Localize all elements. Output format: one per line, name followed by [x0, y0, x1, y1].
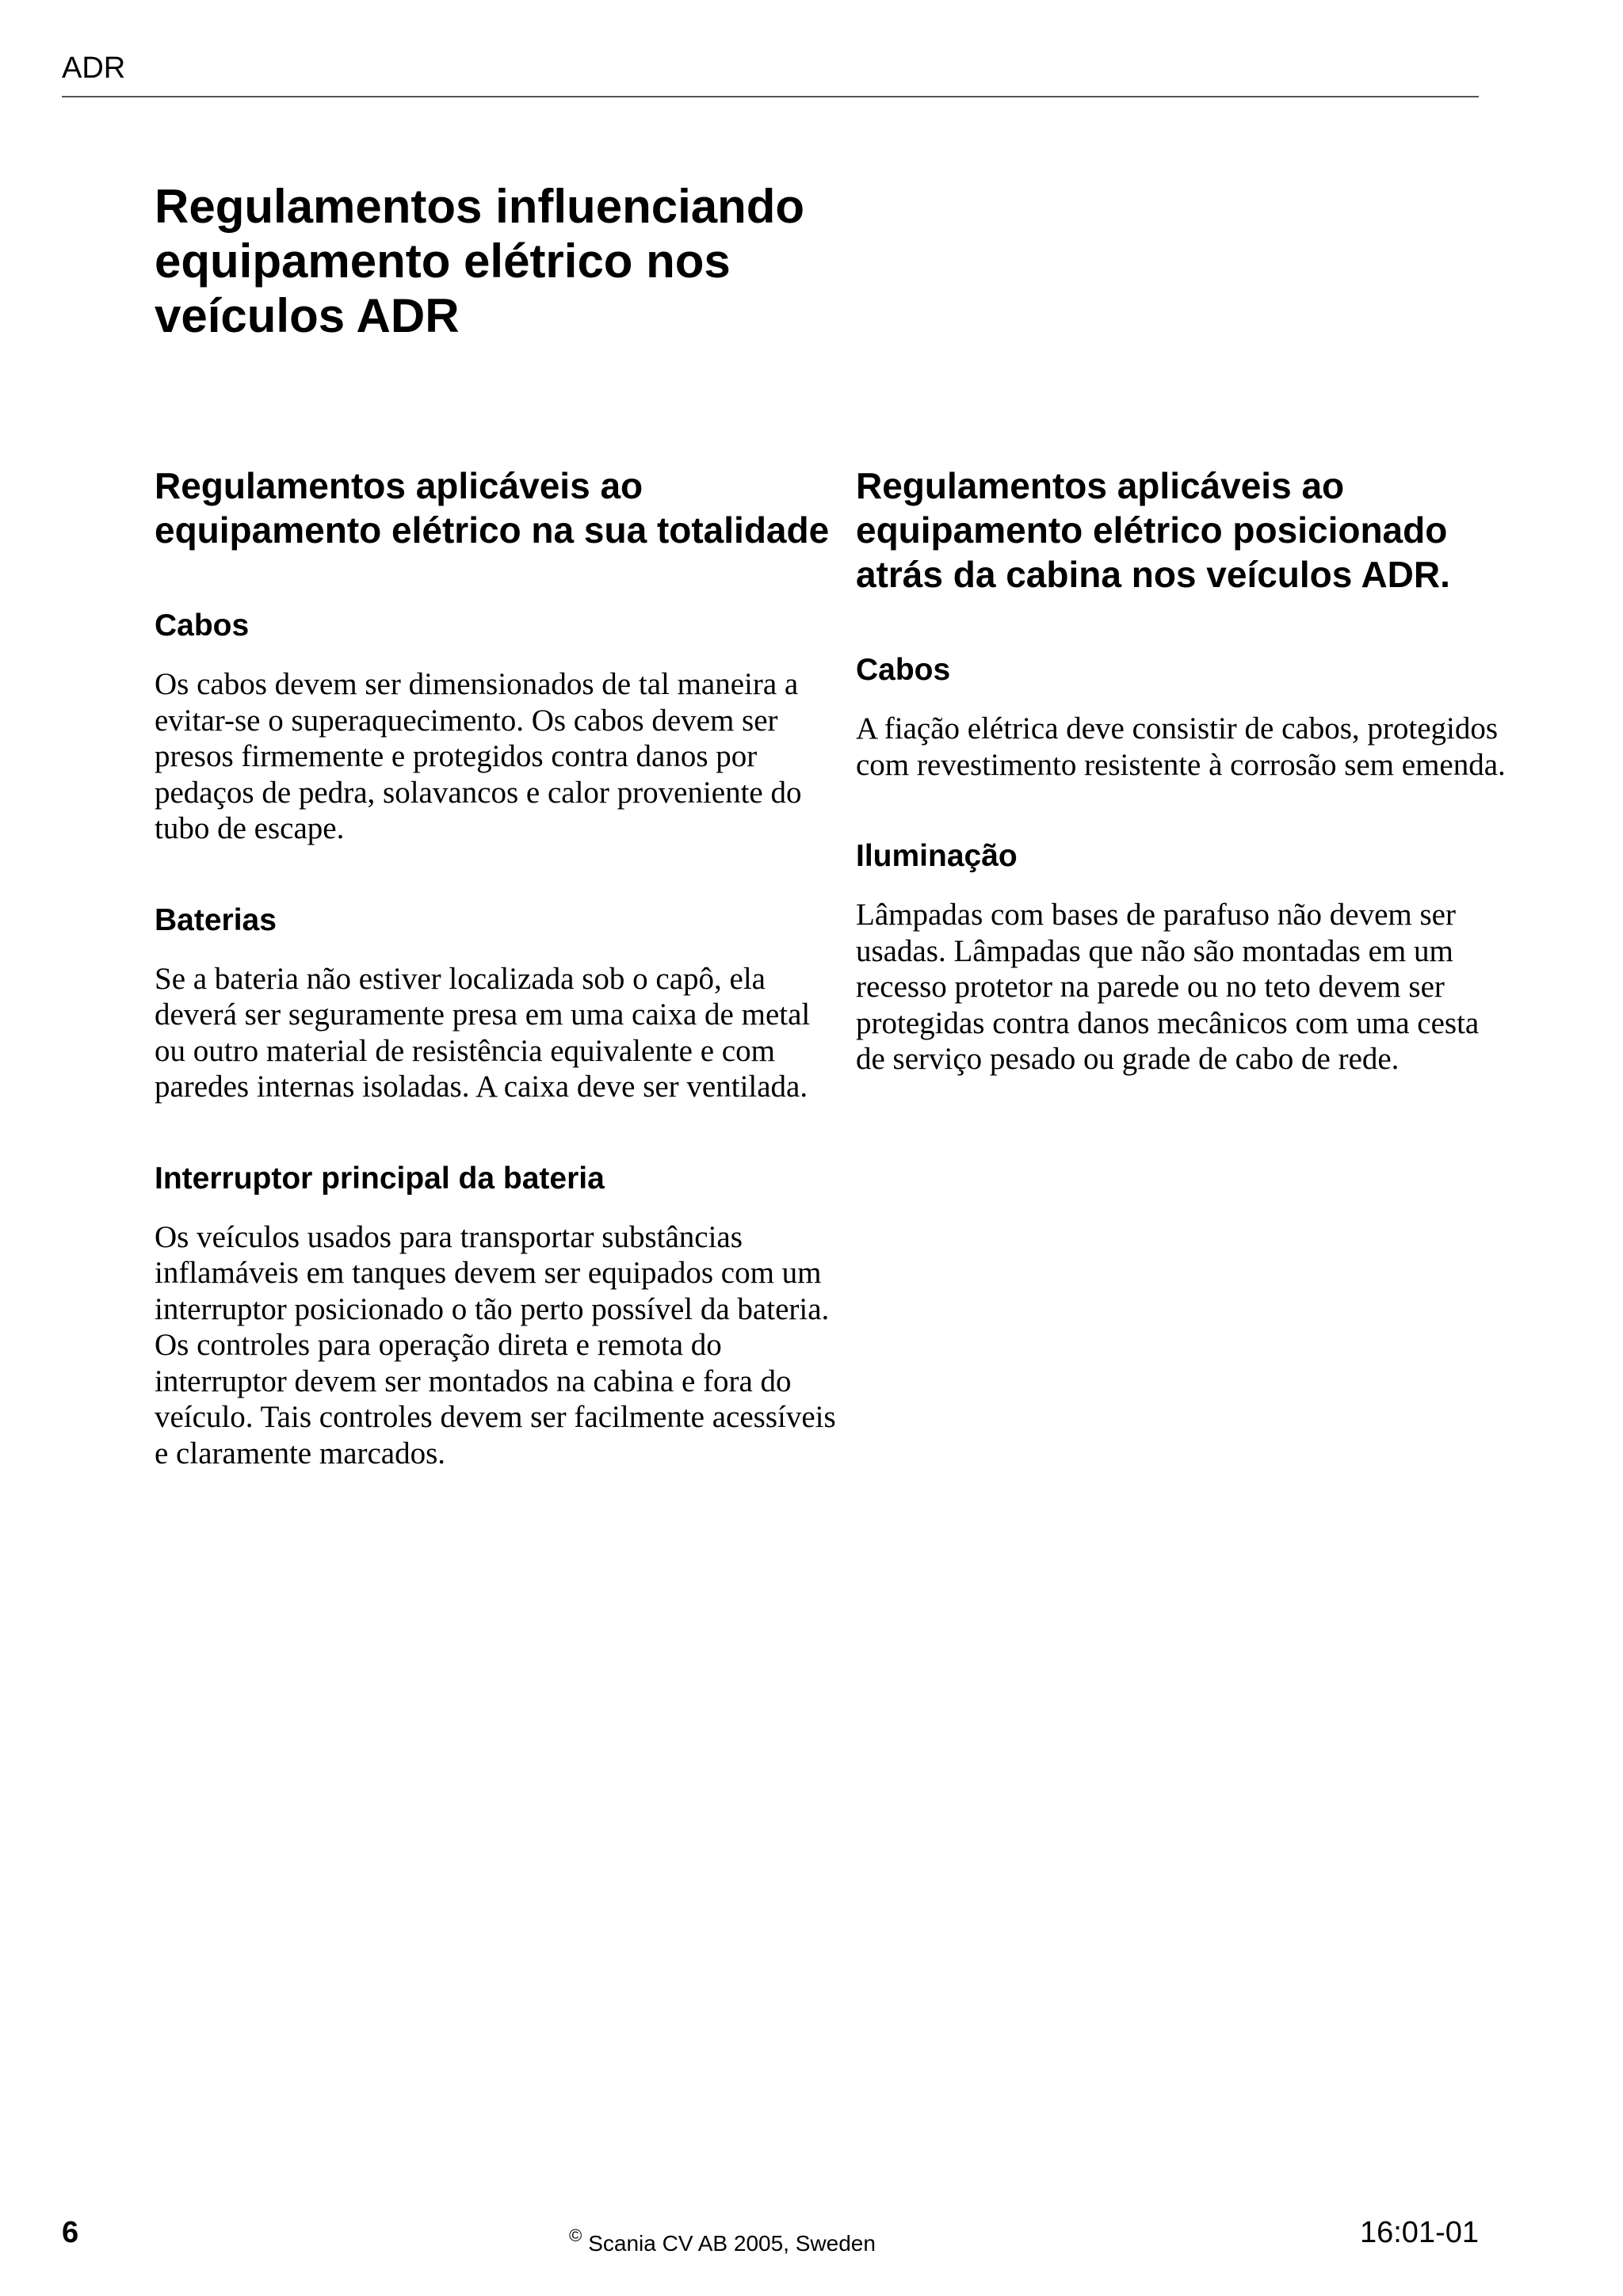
section-paragraph: Os veículos usados para transportar substâncias inflamáveis em tanques devem ser equipados com um interruptor posicionado o tão perto possível da bateria. Os controles para operação direta e remota do interruptor devem ser montados na cabina e fora do veículo. Tais controles devem ser facilmente acessíveis e claramente marcados. [155, 1219, 836, 1470]
section-title: Interruptor principal da bateria [155, 1161, 605, 1196]
right-column-heading: Regulamentos aplicáveis ao equipamento elétrico posicionado atrás da cabina nos veículos ADR. [856, 465, 1450, 595]
section-paragraph: Os cabos devem ser dimensionados de tal maneira a evitar-se o superaquecimento. Os cabos devem ser presos firmemente e protegidos contra danos por pedaços de pedra, solavancos e calor proveniente do tubo de escape. [155, 667, 802, 845]
section-paragraph: Lâmpadas com bases de parafuso não devem ser usadas. Lâmpadas que não são montadas em um recesso protetor na parede ou no teto devem ser protegidas contra danos mecânicos com uma cesta de serviço pesado ou grade de cabo de rede. [856, 898, 1480, 1076]
section-interruptor [155, 1161, 836, 1472]
copyright-symbol: © [569, 2225, 582, 2245]
section-cabos-right [856, 652, 1506, 783]
section-paragraph: Se a bateria não estiver localizada sob o capô, ela deverá ser seguramente presa em uma caixa de metal ou outro material de resistência equivalente e com paredes internas isoladas. A caixa deve ser ventilada. [155, 961, 811, 1104]
section-paragraph: A fiação elétrica deve consistir de cabos, protegidos com revestimento resistente à corrosão sem emenda. [856, 711, 1506, 782]
section-title: Baterias [155, 902, 277, 937]
section-iluminacao [856, 838, 1506, 1077]
section-title: Cabos [155, 608, 250, 643]
left-column [155, 463, 836, 1527]
copyright-text: Scania CV AB 2005, Sweden [588, 2231, 876, 2256]
page-number: 6 [62, 2216, 79, 2249]
section-title: Iluminação [856, 839, 1018, 873]
left-column-heading: Regulamentos aplicáveis ao equipamento elétrico na sua totalidade [155, 465, 830, 551]
header-divider [62, 96, 1479, 97]
copyright-notice [569, 2222, 876, 2257]
header-label: ADR [62, 51, 126, 85]
document-code: 16:01-01 [1359, 2216, 1479, 2249]
section-baterias [155, 902, 836, 1105]
section-cabos [155, 608, 836, 847]
page-title: Regulamentos influenciando equipamento elétrico nos veículos ADR [155, 180, 805, 342]
section-title: Cabos [856, 653, 951, 687]
right-column [856, 463, 1506, 1133]
